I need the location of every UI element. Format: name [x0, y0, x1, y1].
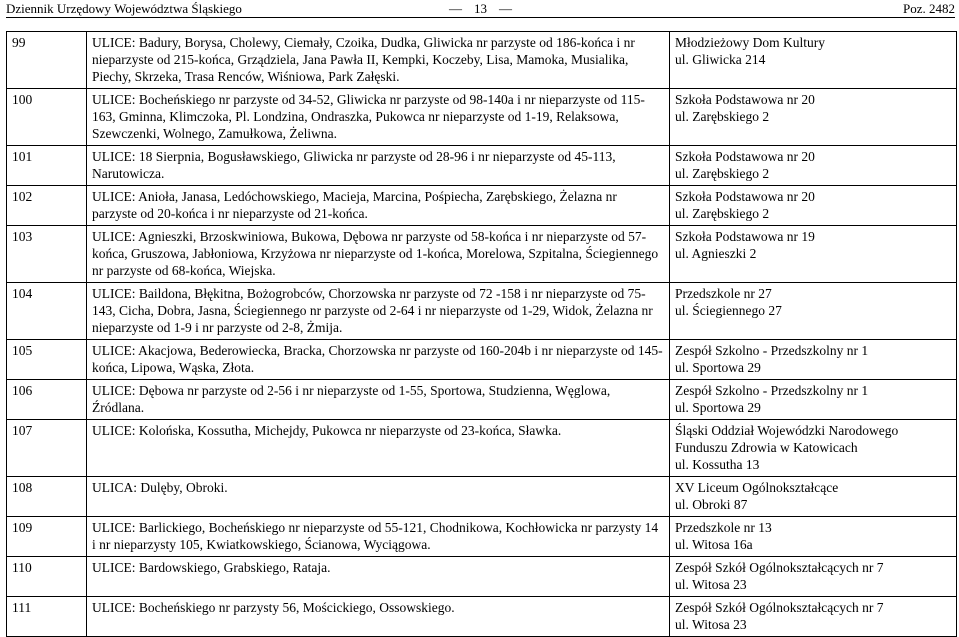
polling-location [670, 89, 957, 146]
polling-location [670, 283, 957, 340]
polling-location [670, 340, 957, 380]
location-address: ul. Sportowa 29 [675, 360, 761, 375]
location-address: ul. Witosa 23 [675, 617, 747, 632]
location-address: ul. Zarębskiego 2 [675, 109, 770, 124]
location-name: Zespół Szkolno - Przedszkolny nr 1 [675, 383, 869, 398]
location-name: Szkoła Podstawowa nr 20 [675, 149, 815, 164]
district-number: 104 [7, 283, 87, 340]
location-name: Szkoła Podstawowa nr 19 [675, 229, 815, 244]
district-number: 101 [7, 146, 87, 186]
streets-description: ULICA: Dulęby, Obroki. [87, 477, 670, 517]
location-name: Przedszkole nr 27 [675, 286, 772, 301]
table-row [7, 283, 957, 340]
location-name: Śląski Oddział Wojewódzki Narodowego Funduszu Zdrowia w Katowicach [675, 423, 899, 455]
location-name: Zespół Szkół Ogólnokształcących nr 7 [675, 560, 884, 575]
district-number: 109 [7, 517, 87, 557]
streets-description: ULICE: Agnieszki, Brzoskwiniowa, Bukowa, Dębowa nr parzyste od 58-końca i nr nieparzyste od 57-końca, Gruszowa, Jabłoniowa, Krzyżowa nr nieparzyste od 1-końca, Morelowa, Szpitalna, Ściegiennego nr parzyste od 68-końca, Wiejska. [87, 226, 670, 283]
table-row [7, 32, 957, 89]
location-address: ul. Kossutha 13 [675, 457, 760, 472]
location-address: ul. Witosa 16a [675, 537, 753, 552]
streets-description: ULICE: Baildona, Błękitna, Bożogrobców, Chorzowska nr parzyste od 72 -158 i nr nieparzyste od 75-143, Cicha, Dobra, Jasna, Ściegiennego nr parzyste od 2-64 i nr nieparzyste od 1-29, Widok, Żelazna nr nieparzyste od 1-9 i nr parzyste od 2-8, Żmija. [87, 283, 670, 340]
location-address: ul. Ściegiennego 27 [675, 303, 782, 318]
location-address: ul. Zarębskiego 2 [675, 166, 770, 181]
location-address: ul. Sportowa 29 [675, 400, 761, 415]
polling-location [670, 597, 957, 637]
location-name: Przedszkole nr 13 [675, 520, 772, 535]
district-table-body [7, 32, 957, 637]
district-number: 110 [7, 557, 87, 597]
table-row [7, 517, 957, 557]
polling-location [670, 557, 957, 597]
district-number: 102 [7, 186, 87, 226]
location-name: Młodzieżowy Dom Kultury [675, 35, 825, 50]
district-number: 103 [7, 226, 87, 283]
streets-description: ULICE: Kolońska, Kossutha, Michejdy, Pukowca nr nieparzyste od 23-końca, Sławka. [87, 420, 670, 477]
district-number: 108 [7, 477, 87, 517]
location-address: ul. Agnieszki 2 [675, 246, 757, 261]
table-row [7, 477, 957, 517]
polling-location [670, 517, 957, 557]
district-number: 107 [7, 420, 87, 477]
streets-description: ULICE: 18 Sierpnia, Bogusławskiego, Gliwicka nr parzyste od 28-96 i nr nieparzyste od 45-113, Narutowicza. [87, 146, 670, 186]
streets-description: ULICE: Barlickiego, Bocheńskiego nr nieparzyste od 55-121, Chodnikowa, Kochłowicka nr parzysty 14 i nr nieparzysty 105, Kwiatkowskiego, Ścianowa, Wyciągowa. [87, 517, 670, 557]
table-row [7, 380, 957, 420]
district-number: 111 [7, 597, 87, 637]
location-name: Szkoła Podstawowa nr 20 [675, 92, 815, 107]
location-name: XV Liceum Ogólnokształcące [675, 480, 839, 495]
dash-right: — [499, 1, 512, 16]
district-number: 99 [7, 32, 87, 89]
table-row [7, 146, 957, 186]
page-header [6, 0, 955, 18]
location-name: Zespół Szkolno - Przedszkolny nr 1 [675, 343, 869, 358]
table-row [7, 186, 957, 226]
streets-description: ULICE: Dębowa nr parzyste od 2-56 i nr nieparzyste od 1-55, Sportowa, Studzienna, Węglowa, Źródlana. [87, 380, 670, 420]
table-row [7, 597, 957, 637]
location-address: ul. Zarębskiego 2 [675, 206, 770, 221]
location-address: ul. Witosa 23 [675, 577, 747, 592]
polling-location [670, 32, 957, 89]
district-number: 106 [7, 380, 87, 420]
polling-location [670, 146, 957, 186]
district-number: 100 [7, 89, 87, 146]
location-address: ul. Obroki 87 [675, 497, 748, 512]
dash-left: — [449, 1, 462, 16]
polling-location [670, 186, 957, 226]
location-name: Szkoła Podstawowa nr 20 [675, 189, 815, 204]
table-row [7, 420, 957, 477]
streets-description: ULICE: Anioła, Janasa, Ledóchowskiego, Macieja, Marcina, Pośpiecha, Zarębskiego, Żelazna nr parzyste od 20-końca i nr nieparzyste od 21-końca. [87, 186, 670, 226]
location-address: ul. Gliwicka 214 [675, 52, 766, 67]
polling-location [670, 477, 957, 517]
streets-description: ULICE: Bocheńskiego nr parzysty 56, Mościckiego, Ossowskiego. [87, 597, 670, 637]
journal-title: Dziennik Urzędowy Województwa Śląskiego [6, 1, 242, 16]
streets-description: ULICE: Akacjowa, Bederowiecka, Bracka, Chorzowska nr parzyste od 160-204b i nr nieparzyste od 145-końca, Lipowa, Wąska, Złota. [87, 340, 670, 380]
streets-description: ULICE: Bardowskiego, Grabskiego, Rataja. [87, 557, 670, 597]
table-row [7, 226, 957, 283]
page-number: 13 [474, 1, 487, 16]
table-row [7, 89, 957, 146]
table-row [7, 340, 957, 380]
polling-location [670, 420, 957, 477]
district-number: 105 [7, 340, 87, 380]
streets-description: ULICE: Bocheńskiego nr parzyste od 34-52, Gliwicka nr parzyste od 98-140a i nr nieparzyste od 115-163, Gminna, Klimczoka, Pl. Londzina, Ondraszka, Pukowca nr nieparzyste od 1-19, Relaksowa, Szewczenki, Wolnego, Zamułkowa, Żeliwna. [87, 89, 670, 146]
table-row [7, 557, 957, 597]
position-label: Poz. 2482 [903, 1, 955, 16]
district-table [6, 31, 957, 637]
streets-description: ULICE: Badury, Borysa, Cholewy, Ciemały, Czoika, Dudka, Gliwicka nr parzyste od 186-końca i nr nieparzyste od 215-końca, Grządziela, Jana Pawła II, Kempki, Koczeby, Lisa, Mamoka, Musialika, Piechy, Skrzeka, Trasa Renców, Wiśniowa, Park Załęski. [87, 32, 670, 89]
polling-location [670, 380, 957, 420]
page-number-block [6, 1, 955, 16]
location-name: Zespół Szkół Ogólnokształcących nr 7 [675, 600, 884, 615]
polling-location [670, 226, 957, 283]
